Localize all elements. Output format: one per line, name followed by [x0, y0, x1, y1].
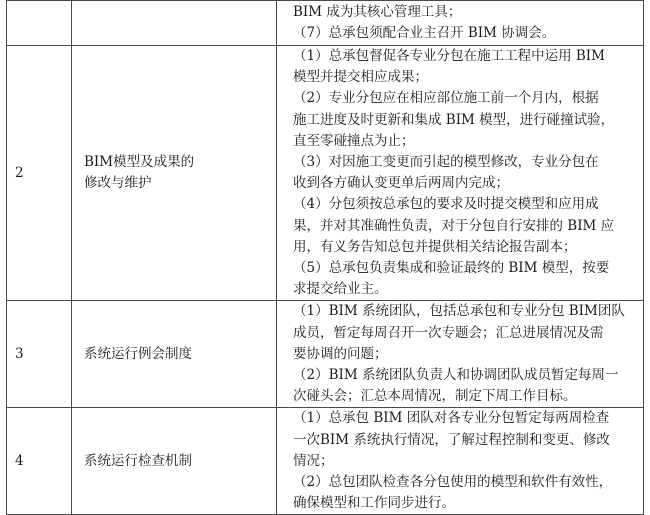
description-line: 用，有义务告知总包并提供相关结论报告副本；: [293, 238, 577, 255]
description-line: 模型并提交相应成果；: [293, 69, 428, 86]
description-cell: [277, 408, 644, 515]
description-line: 次碰头会；汇总本周情况，制定下周工作目标。: [293, 388, 577, 405]
row-number-cell: [7, 1, 72, 46]
row-number-cell: 4: [7, 408, 72, 515]
description-line: （1）总承包 BIM 团队对各专业分包暂定每两周检查: [293, 410, 610, 427]
description-line: （2）BIM 系统团队负责人和协调团队成员暂定每周一: [293, 367, 619, 384]
item-cell: [72, 46, 277, 301]
description-cell: [277, 301, 644, 408]
item-cell: [72, 1, 277, 46]
description-line: 果，并对其准确性负责，对于分包自行安排的 BIM 应: [293, 217, 615, 234]
table-row: [7, 301, 644, 408]
item-line: BIM模型及成果的: [84, 154, 195, 171]
row-number-cell: 3: [7, 301, 72, 408]
item-line: 系统运行例会制度: [84, 345, 192, 362]
requirements-table: [6, 0, 644, 515]
description-line: 直至零碰撞点为止；: [293, 132, 415, 149]
description-line: 一次BIM 系统执行情况，了解过程控制和变更、修改: [293, 431, 610, 448]
description-line: （7）总承包须配合业主召开 BIM 协调会。: [293, 25, 556, 41]
description-line: （1）BIM 系统团队，包括总承包和专业分包 BIM团队: [293, 303, 625, 320]
description-line: （4）分包须按总承包的要求及时提交模型和应用成: [293, 196, 599, 213]
description-cell: [277, 46, 644, 301]
description-line: 收到各方确认变更单后两周内完成；: [293, 175, 509, 192]
item-line: 系统运行检查机制: [84, 452, 192, 469]
description-line: 施工进度及时更新和集成 BIM 模型，进行碰撞试验，: [293, 111, 615, 128]
table-row: [7, 46, 644, 301]
item-line: 修改与维护: [84, 175, 152, 192]
description-line: 求提交给业主。: [293, 281, 388, 298]
description-line: （5）总承包负责集成和验证最终的 BIM 模型，按要: [293, 260, 610, 277]
description-line: （2）专业分包应在相应部位施工前一个月内，根据: [293, 90, 599, 107]
item-cell: [72, 301, 277, 408]
item-cell: [72, 408, 277, 515]
row-number-cell: 2: [7, 46, 72, 301]
description-line: 成员，暂定每周召开一次专题会；汇总进展情况及需: [293, 324, 604, 341]
description-line: 情况；: [293, 452, 334, 469]
description-cell: [277, 1, 644, 46]
description-line: 确保模型和工作同步进行。: [293, 495, 455, 512]
description-line: （3）对因施工变更而引起的模型修改，专业分包在: [293, 154, 599, 171]
table-row: [7, 1, 644, 46]
description-line: （2）总包团队检查各分包使用的模型和软件有效性，: [293, 474, 613, 491]
description-line: 要协调的问题；: [293, 345, 388, 362]
description-line: （1）总承包督促各专业分包在施工工程中运用 BIM: [293, 48, 605, 64]
table-row: [7, 408, 644, 515]
description-line: BIM 成为其核心管理工具；: [293, 3, 462, 20]
